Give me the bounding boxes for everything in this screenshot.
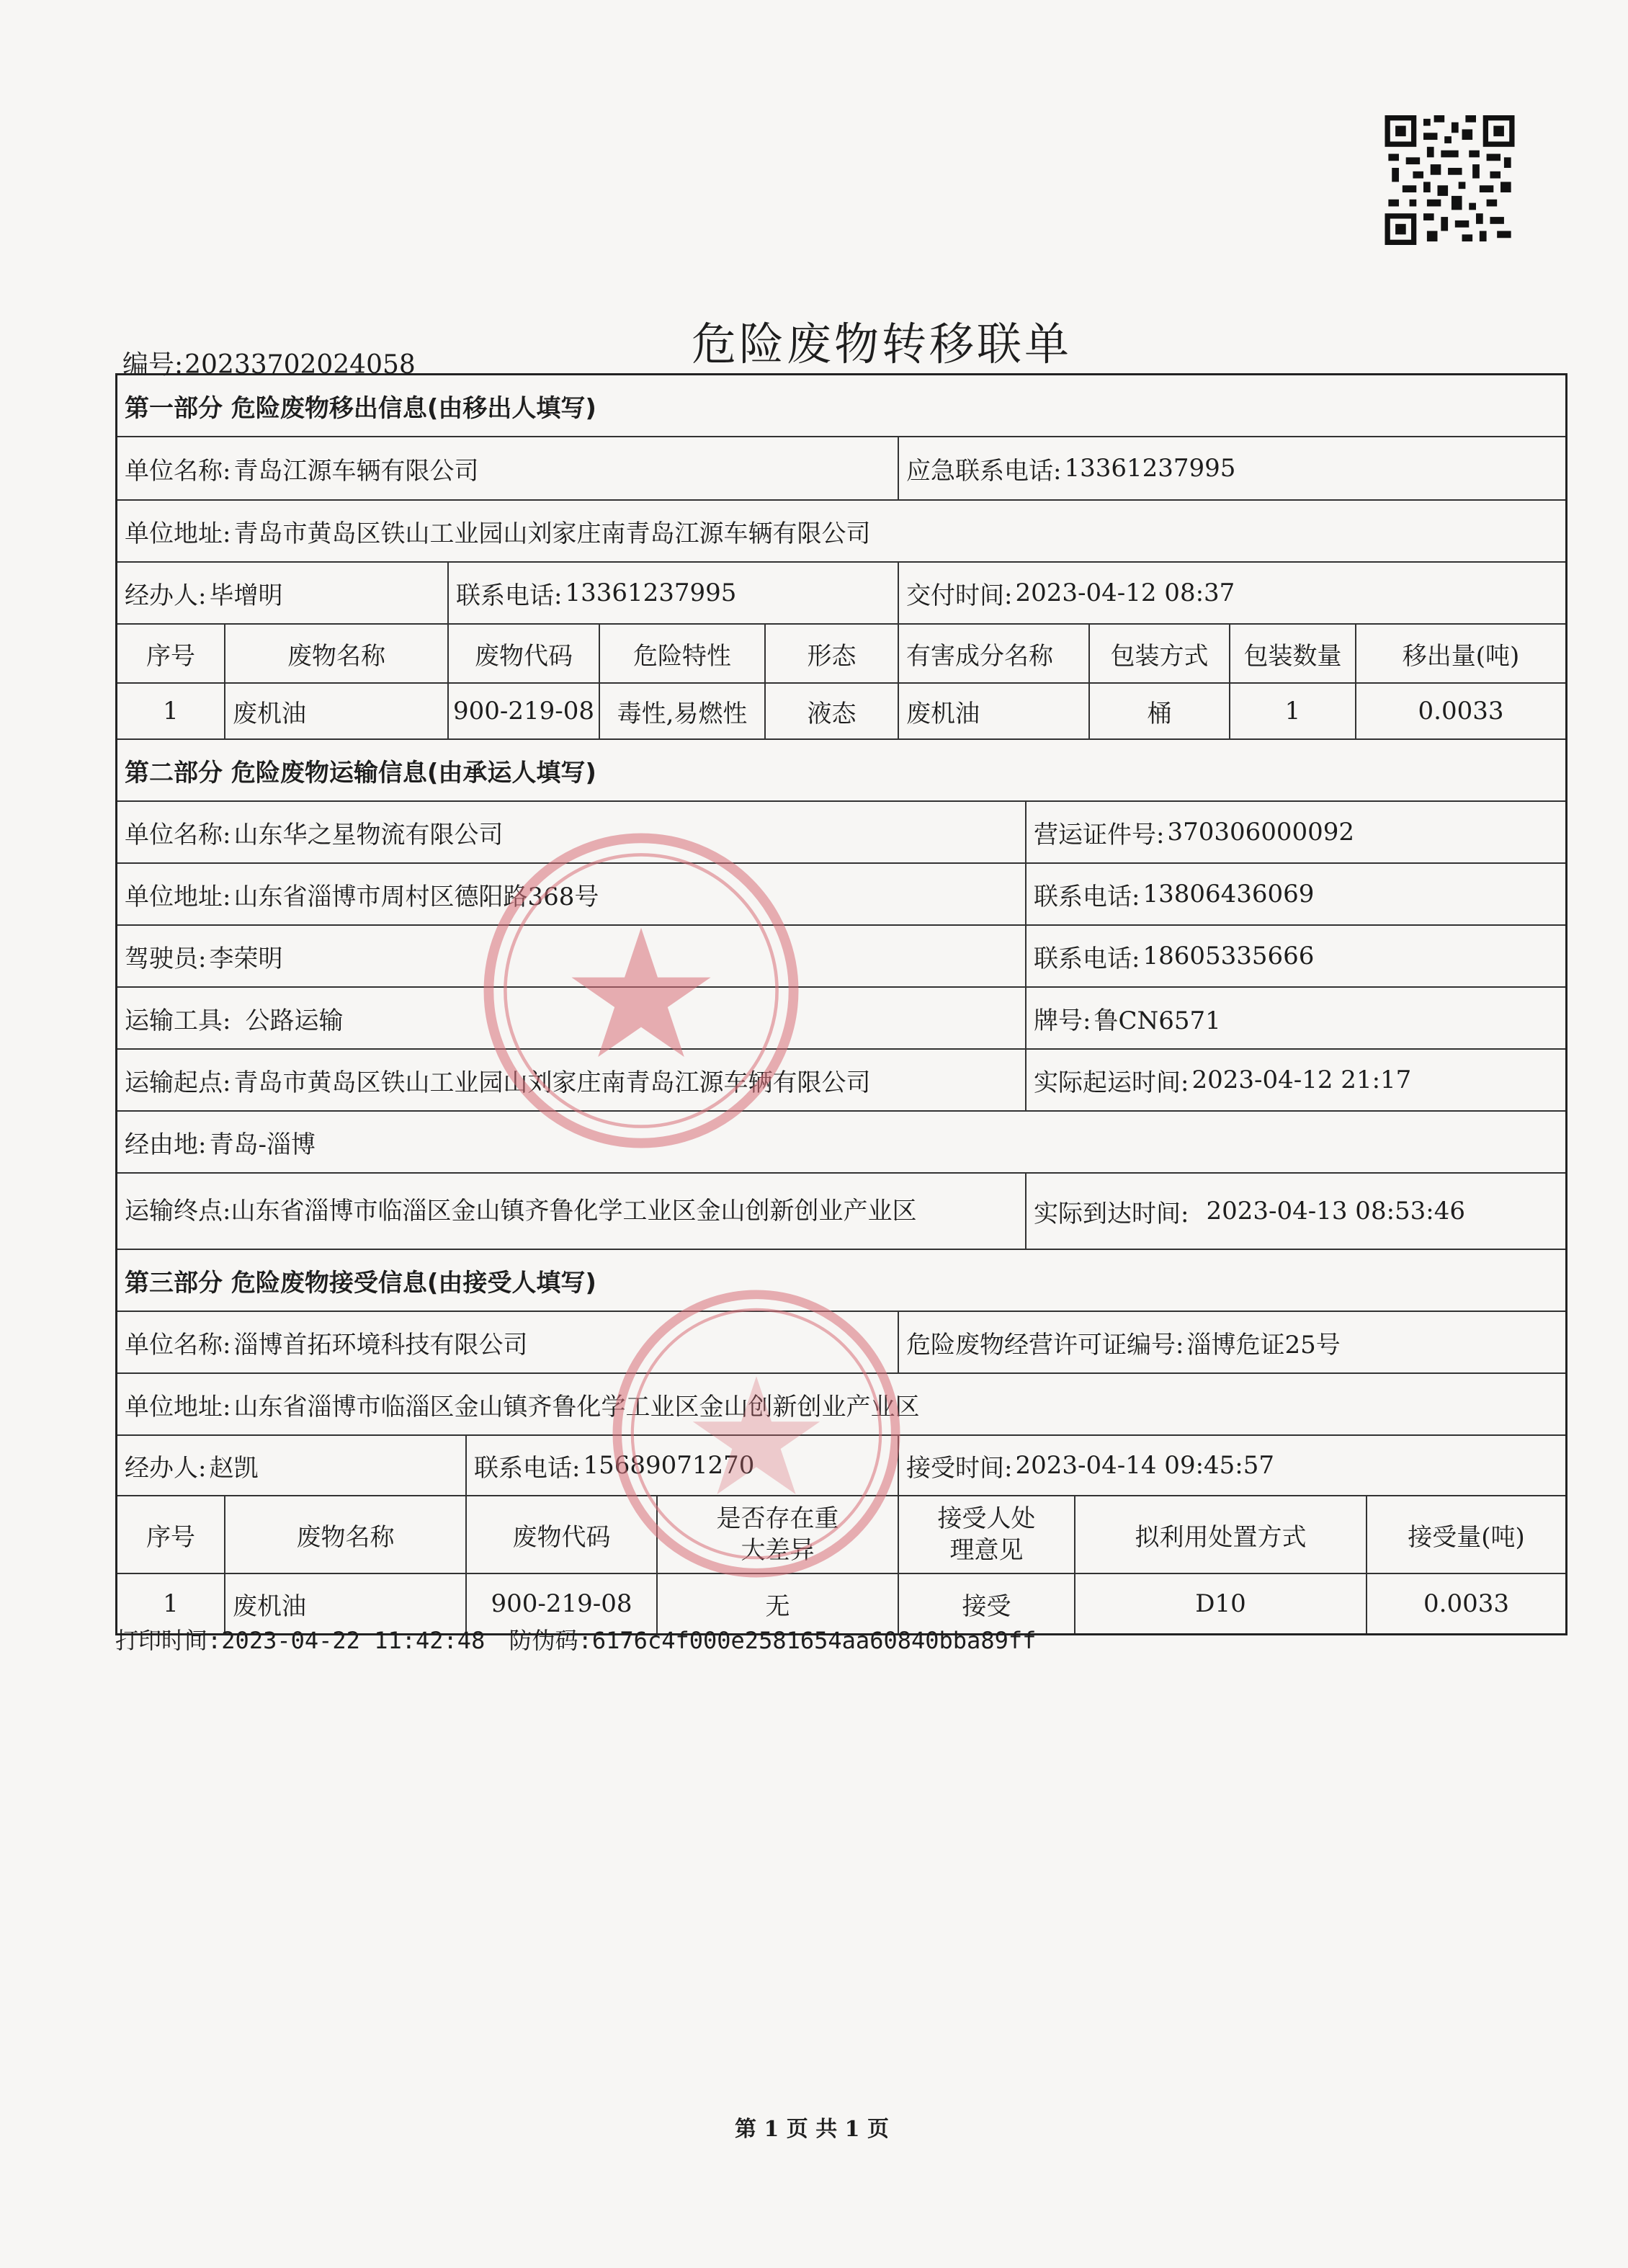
- part2-plate-cell: [1027, 988, 1565, 1048]
- part1-address-label: 单位地址:: [125, 519, 231, 548]
- part1-col-header: 移出量(吨): [1402, 641, 1520, 671]
- part3-unit-name: 淄博首拓环境科技有限公司: [233, 1330, 528, 1360]
- part2-plate: 鲁CN6571: [1093, 1006, 1221, 1035]
- part1-table-header: [117, 625, 1565, 684]
- print-info: [115, 1622, 1036, 1656]
- page-number: 第 1 页 共 1 页: [735, 2117, 889, 2142]
- table-cell: 废机油: [225, 684, 449, 738]
- part1-address-row: [117, 501, 1565, 563]
- part3-table-header: [117, 1496, 1565, 1574]
- part1-phone-cell: [449, 563, 899, 623]
- part3-col-header: 废物代码: [467, 1496, 658, 1573]
- part1-delivery-label: 交付时间:: [906, 581, 1013, 610]
- part3-address-label: 单位地址:: [125, 1392, 231, 1421]
- security-code: 6176c4f000e2581654aa60840bba89ff: [591, 1627, 1037, 1654]
- table-cell: 900-219-08: [449, 684, 600, 738]
- print-time: 2023-04-22 11:42:48: [221, 1627, 486, 1654]
- part2-address-cell: [117, 864, 1027, 924]
- part1-col-header: 包装方式: [1090, 625, 1230, 682]
- part2-end-cell: [117, 1174, 1027, 1249]
- part1-handler-row: [117, 563, 1565, 625]
- part2-address-label: 单位地址:: [125, 882, 231, 911]
- part3-address: 山东省淄博市临淄区金山镇齐鲁化学工业区金山创新创业产业区: [233, 1392, 920, 1421]
- document-number-label: 编号:: [122, 350, 184, 380]
- part1-col-header: 废物代码: [449, 625, 600, 682]
- part2-heading: 第二部分 危险废物运输信息(由承运人填写): [125, 758, 596, 787]
- document-number-value: 20233702024058: [184, 350, 416, 380]
- part1-col-header: 形态: [766, 625, 899, 682]
- part1-emergency-phone: 13361237995: [1064, 454, 1236, 483]
- part2-license-cell: [1027, 802, 1565, 862]
- table-cell: 1: [1230, 684, 1356, 738]
- part2-tool-label: 运输工具:: [125, 1006, 231, 1035]
- transfer-form: [115, 373, 1567, 1635]
- part2-unit-name: 山东华之星物流有限公司: [233, 820, 504, 849]
- part1-heading-row: [117, 375, 1565, 437]
- part3-heading-row: [117, 1250, 1565, 1312]
- part2-end-label: 运输终点:: [125, 1197, 231, 1225]
- part2-driver-label: 驾驶员:: [125, 944, 207, 973]
- part1-unit-name-cell: [117, 437, 899, 499]
- part2-driver-cell: [117, 926, 1027, 986]
- part3-handler-label: 经办人:: [125, 1453, 207, 1483]
- part1-unit-row: [117, 437, 1565, 501]
- part2-via-cell: [117, 1112, 1565, 1172]
- part3-unit-name-label: 单位名称:: [125, 1330, 231, 1360]
- table-cell: 0.0033: [1423, 1589, 1509, 1618]
- security-code-label: 防伪码:: [509, 1627, 592, 1654]
- part1-phone-label: 联系电话:: [456, 581, 563, 610]
- part2-depart-cell: [1027, 1050, 1565, 1110]
- part2-depart-time: 2023-04-12 21:17: [1191, 1066, 1412, 1094]
- part3-col-header: 废物名称: [225, 1496, 467, 1573]
- part2-unit-name-label: 单位名称:: [125, 820, 231, 849]
- table-cell: 废机油: [899, 684, 1090, 738]
- table-cell: 接受: [899, 1574, 1075, 1633]
- part2-phone2-label: 联系电话:: [1034, 944, 1140, 973]
- part3-handler: 赵凯: [209, 1453, 259, 1483]
- part2-plate-label: 牌号:: [1034, 1006, 1091, 1035]
- part1-heading: 第一部分 危险废物移出信息(由移出人填写): [125, 393, 596, 423]
- part1-emergency-label: 应急联系电话:: [906, 456, 1062, 486]
- table-cell: 无: [658, 1574, 899, 1633]
- part2-license-no: 370306000092: [1167, 818, 1355, 847]
- part1-col-header: 有害成分名称: [899, 625, 1090, 682]
- part2-driver-row: [117, 926, 1565, 988]
- part2-tool-cell: [117, 988, 1027, 1048]
- table-cell: 0.0033: [1418, 697, 1504, 726]
- table-cell: 废机油: [225, 1574, 467, 1633]
- part3-phone: 15689071270: [583, 1451, 755, 1480]
- part2-end: 山东省淄博市临淄区金山镇齐鲁化学工业区金山创新创业产业区: [231, 1197, 917, 1225]
- part2-end-row: [117, 1174, 1565, 1250]
- part3-col-header: 序号: [117, 1496, 225, 1573]
- part2-unit-name-cell: [117, 802, 1027, 862]
- part2-phone2-cell: [1027, 926, 1565, 986]
- part3-permit-cell: [899, 1312, 1565, 1372]
- part2-via-row: [117, 1112, 1565, 1174]
- part3-unit-name-cell: [117, 1312, 899, 1372]
- part1-handler-label: 经办人:: [125, 581, 207, 610]
- qr-code: [1383, 115, 1516, 245]
- part1-phone: 13361237995: [565, 579, 737, 607]
- table-cell: 1: [117, 1574, 225, 1633]
- part2-phone2: 18605335666: [1142, 942, 1315, 970]
- part3-permit-no: 淄博危证25号: [1186, 1330, 1341, 1360]
- table-cell: 1: [117, 684, 225, 738]
- part2-via-label: 经由地:: [125, 1130, 207, 1159]
- table-cell: D10: [1075, 1574, 1367, 1633]
- part2-phone1: 13806436069: [1142, 880, 1315, 908]
- part1-col-header: 包装数量: [1230, 625, 1356, 682]
- part2-depart-label: 实际起运时间:: [1034, 1068, 1189, 1097]
- part1-address-cell: [117, 501, 1565, 561]
- part2-arrive-time: 2023-04-13 08:53:46: [1206, 1197, 1466, 1225]
- part1-col-header: 废物名称: [225, 625, 449, 682]
- part3-receive-cell: [899, 1436, 1565, 1495]
- part2-unit-row: [117, 802, 1565, 864]
- part1-emergency-cell: [899, 437, 1565, 499]
- part3-address-row: [117, 1374, 1565, 1436]
- part3-phone-cell: [467, 1436, 899, 1495]
- part3-heading: 第三部分 危险废物接受信息(由接受人填写): [125, 1268, 596, 1298]
- part2-address-row: [117, 864, 1565, 926]
- part3-permit-label: 危险废物经营许可证编号:: [906, 1330, 1184, 1360]
- part2-arrive-cell: [1027, 1174, 1565, 1249]
- table-cell: 液态: [766, 684, 899, 738]
- document-title: 危险废物转移联单: [692, 318, 1073, 370]
- part2-via: 青岛-淄博: [209, 1130, 316, 1159]
- print-time-label: 打印时间:: [115, 1627, 222, 1654]
- part3-receive-time: 2023-04-14 09:45:57: [1015, 1451, 1275, 1480]
- part1-unit-name-label: 单位名称:: [125, 456, 231, 486]
- part2-start-label: 运输起点:: [125, 1068, 231, 1097]
- part3-unit-row: [117, 1312, 1565, 1374]
- part3-col-header: 是否存在重大差异: [658, 1496, 899, 1573]
- part1-col-header: 序号: [117, 625, 225, 682]
- part2-phone1-cell: [1027, 864, 1565, 924]
- part3-address-cell: [117, 1374, 1565, 1434]
- part2-start-cell: [117, 1050, 1027, 1110]
- part2-phone1-label: 联系电话:: [1034, 882, 1140, 911]
- part1-col-header: 危险特性: [600, 625, 766, 682]
- table-cell: 900-219-08: [467, 1574, 658, 1633]
- part2-tool: 公路运输: [245, 1006, 344, 1035]
- part1-delivery-cell: [899, 563, 1565, 623]
- part3-col-header: 接受人处理意见: [899, 1496, 1075, 1573]
- part2-tool-row: [117, 988, 1565, 1050]
- part3-col-header: 拟利用处置方式: [1075, 1496, 1367, 1573]
- part3-receive-label: 接受时间:: [906, 1453, 1013, 1483]
- part1-address: 青岛市黄岛区铁山工业园山刘家庄南青岛江源车辆有限公司: [233, 519, 871, 548]
- part3-handler-cell: [117, 1436, 467, 1495]
- part3-col-header: 接受量(吨): [1408, 1522, 1525, 1552]
- part1-handler: 毕增明: [209, 581, 283, 610]
- part1-handler-cell: [117, 563, 449, 623]
- part2-address: 山东省淄博市周村区德阳路368号: [233, 882, 599, 911]
- part3-handler-row: [117, 1436, 1565, 1496]
- table-cell: 毒性,易燃性: [600, 684, 766, 738]
- table-row: [117, 684, 1565, 740]
- part2-arrive-label: 实际到达时间:: [1034, 1199, 1189, 1228]
- part2-start-row: [117, 1050, 1565, 1112]
- part2-license-label: 营运证件号:: [1034, 820, 1165, 849]
- part2-heading-row: [117, 740, 1565, 802]
- part2-start: 青岛市黄岛区铁山工业园山刘家庄南青岛江源车辆有限公司: [233, 1068, 871, 1097]
- table-cell: 桶: [1090, 684, 1230, 738]
- part1-delivery-time: 2023-04-12 08:37: [1015, 579, 1235, 607]
- part3-phone-label: 联系电话:: [474, 1453, 581, 1483]
- part2-driver: 李荣明: [209, 944, 283, 973]
- part1-unit-name: 青岛江源车辆有限公司: [233, 456, 479, 486]
